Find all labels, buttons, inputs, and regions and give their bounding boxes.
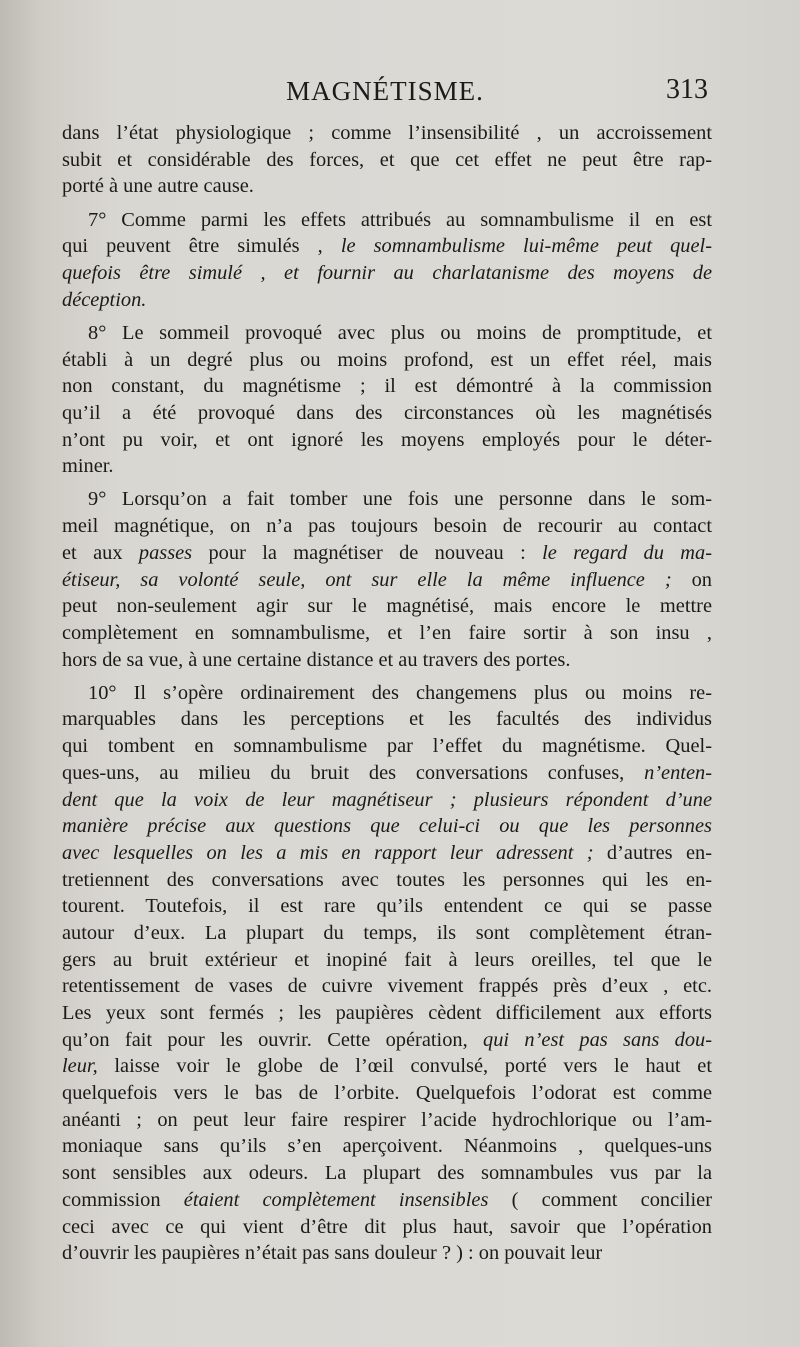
text-line	[62, 1000, 712, 1027]
text-run: non constant, du magnétisme ; il est démontré à la commission	[62, 375, 712, 398]
paragraph	[62, 320, 712, 480]
text-line	[62, 373, 712, 400]
text-run: marquables dans les perceptions et les facultés des individus	[62, 708, 712, 731]
text-run: 7° Comme parmi les effets attribués au somnambulisme il en est	[88, 208, 712, 231]
italic-text: n’enten-	[644, 761, 712, 784]
text-line	[62, 1107, 712, 1134]
text-run: meil magnétique, on n’a pas toujours besoin de recourir au contact	[62, 515, 712, 538]
text-line	[62, 867, 712, 894]
italic-text: étiseur, sa volonté seule, ont sur elle la même influence ;	[62, 568, 672, 591]
text-line	[62, 320, 712, 347]
text-run: quelquefois vers le bas de l’orbite. Quelquefois l’odorat est comme	[62, 1082, 712, 1105]
text-line	[62, 1133, 712, 1160]
text-line	[62, 973, 712, 1000]
text-run: qui peuvent être simulés ,	[62, 235, 341, 258]
page-header	[62, 74, 708, 110]
text-line	[62, 647, 712, 674]
text-line	[62, 347, 712, 374]
page-number: 313	[666, 74, 708, 105]
text-line	[62, 680, 712, 707]
text-run: ques-uns, au milieu du bruit des conversations confuses,	[62, 761, 645, 784]
italic-text: manière précise aux questions que celui-ci ou que les personnes	[62, 815, 712, 838]
text-line	[62, 567, 712, 594]
text-line	[62, 540, 712, 567]
text-run: commission	[62, 1188, 184, 1211]
text-run: on	[671, 568, 712, 591]
text-line	[62, 1080, 712, 1107]
italic-text: étaient complètement insensibles	[183, 1188, 489, 1211]
italic-text: dent que la voix de leur magnétiseur ; plusieurs répondent d’une	[62, 788, 712, 811]
paragraph	[62, 207, 712, 314]
text-run: d’ouvrir les paupières n’était pas sans douleur ? ) : on pouvait leur	[62, 1242, 603, 1265]
text-line	[62, 840, 712, 867]
italic-text: qui n’est pas sans dou-	[483, 1028, 712, 1051]
text-line	[62, 1187, 712, 1214]
text-line	[62, 233, 712, 260]
text-run: laisse voir le globe de l’œil convulsé, porté vers le haut et	[97, 1055, 712, 1078]
text-run: 10° Il s’opère ordinairement des changemens plus ou moins re-	[88, 681, 712, 704]
text-line	[62, 400, 712, 427]
text-line	[62, 147, 712, 174]
text-run: d’autres en-	[593, 841, 712, 864]
text-line	[62, 287, 712, 314]
text-run: porté à une autre cause.	[62, 175, 254, 198]
text-line	[62, 1053, 712, 1080]
text-run: 9° Lorsqu’on a fait tomber une fois une personne dans le som-	[88, 488, 712, 511]
text-line	[62, 787, 712, 814]
text-run: subit et considérable des forces, et que cet effet ne peut être rap-	[62, 148, 712, 171]
text-run: gers au bruit extérieur et inopiné fait à leurs oreilles, tel que le	[62, 948, 712, 971]
text-run: établi à un degré plus ou moins profond, est un effet réel, mais	[62, 348, 712, 371]
paragraph	[62, 120, 712, 200]
text-line	[62, 1027, 712, 1054]
text-run: qui tombent en somnambulisme par l’effet du magnétisme. Quel-	[62, 735, 712, 758]
text-run: 8° Le sommeil provoqué avec plus ou moins de promptitude, et	[88, 321, 712, 344]
text-line	[62, 260, 712, 287]
italic-text: le regard du ma-	[542, 541, 712, 564]
italic-text: quefois être simulé , et fournir au charlatanisme des moyens de	[62, 261, 712, 284]
text-run: sont sensibles aux odeurs. La plupart des somnambules vus par la	[62, 1162, 712, 1185]
text-line	[62, 620, 712, 647]
text-line	[62, 920, 712, 947]
text-run: retentissement de vases de cuivre vivement frappés près d’eux , etc.	[62, 975, 712, 998]
running-title: MAGNÉTISME.	[286, 76, 484, 106]
text-line	[62, 893, 712, 920]
text-run: dans l’état physiologique ; comme l’insensibilité , un accroissement	[62, 122, 712, 144]
text-line	[62, 513, 712, 540]
text-run: tretiennent des conversations avec toutes les personnes qui les en-	[62, 868, 712, 891]
text-run: miner.	[62, 455, 114, 478]
text-line	[62, 593, 712, 620]
text-run: hors de sa vue, à une certaine distance et au travers des portes.	[62, 648, 571, 671]
text-line	[62, 173, 712, 200]
text-run: n’ont pu voir, et ont ignoré les moyens employés pour le déter-	[62, 428, 712, 451]
text-run: moniaque sans qu’ils s’en aperçoivent. Néanmoins , quelques-uns	[62, 1135, 712, 1158]
body-text	[62, 120, 712, 1273]
paragraph	[62, 486, 712, 673]
text-run: tourent. Toutefois, il est rare qu’ils entendent ce qui se passe	[62, 895, 712, 918]
italic-text: avec lesquelles on les a mis en rapport leur adressent ;	[62, 841, 594, 864]
text-line	[62, 760, 712, 787]
text-run: qu’il a été provoqué dans des circonstances où les magnétisés	[62, 401, 712, 424]
text-run: ceci avec ce qui vient d’être dit plus haut, savoir que l’opération	[62, 1215, 712, 1238]
text-run: Les yeux sont fermés ; les paupières cèdent difficilement aux efforts	[62, 1002, 712, 1024]
text-run: complètement en somnambulisme, et l’en faire sortir à son insu ,	[62, 621, 712, 644]
text-line	[62, 427, 712, 454]
text-line	[62, 207, 712, 234]
text-run: ( comment concilier	[488, 1188, 712, 1211]
text-run: anéanti ; on peut leur faire respirer l’acide hydrochlorique ou l’am-	[62, 1108, 712, 1131]
italic-text: passes	[138, 541, 193, 564]
italic-text: leur,	[62, 1055, 98, 1078]
italic-text: déception.	[62, 288, 147, 311]
text-run: pour la magnétiser de nouveau :	[192, 541, 543, 564]
text-run: autour d’eux. La plupart du temps, ils sont complètement étran-	[62, 921, 712, 944]
text-line	[62, 733, 712, 760]
text-line	[62, 1214, 712, 1241]
text-line	[62, 947, 712, 974]
text-run: qu’on fait pour les ouvrir. Cette opération,	[62, 1028, 484, 1051]
text-line	[62, 120, 712, 147]
text-run: peut non-seulement agir sur le magnétisé, mais encore le mettre	[62, 595, 712, 618]
italic-text: le somnambulisme lui-même peut quel-	[340, 235, 712, 258]
paragraph	[62, 680, 712, 1267]
text-line	[62, 813, 712, 840]
text-line	[62, 1160, 712, 1187]
text-line	[62, 453, 712, 480]
text-line	[62, 706, 712, 733]
text-run: et aux	[62, 541, 139, 564]
text-line	[62, 1240, 712, 1267]
text-line	[62, 486, 712, 513]
